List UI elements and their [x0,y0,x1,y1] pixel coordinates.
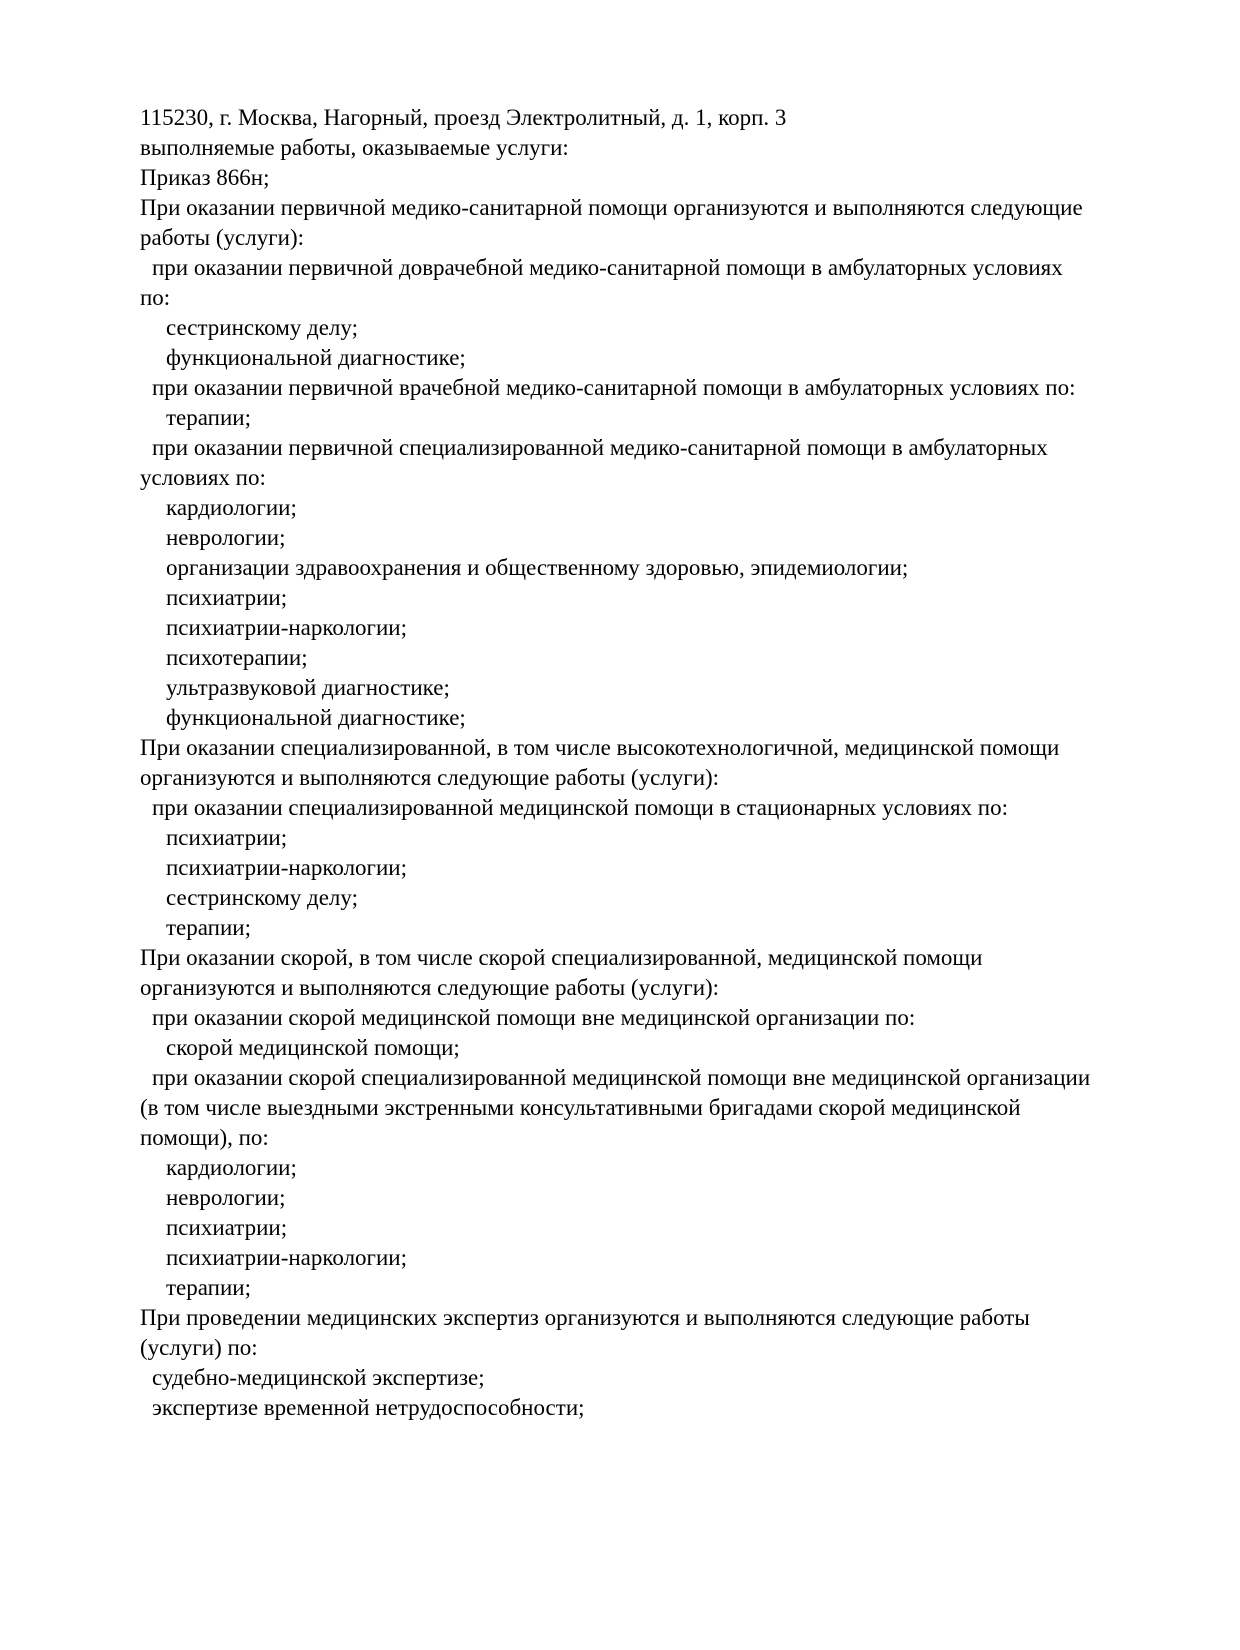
doc-line: При оказании скорой, в том числе скорой специализированной, медицинской помощи [140,945,983,970]
doc-line: при оказании специализированной медицинской помощи в стационарных условиях по: [152,795,1008,820]
doc-line: сестринскому делу; [166,885,358,910]
doc-line: ультразвуковой диагностике; [166,675,450,700]
doc-line: При оказании специализированной, в том числе высокотехнологичной, медицинской помощи [140,735,1060,760]
doc-line: при оказании первичной врачебной медико-санитарной помощи в амбулаторных условиях по: [152,375,1076,400]
doc-line: неврологии; [166,1185,286,1210]
doc-line: 115230, г. Москва, Нагорный, проезд Электролитный, д. 1, корп. 3 [140,105,787,130]
doc-line: при оказании первичной доврачебной медико-санитарной помощи в амбулаторных условиях [152,255,1063,280]
doc-line: экспертизе временной нетрудоспособности; [152,1395,585,1420]
doc-line: сестринскому делу; [166,315,358,340]
doc-line: функциональной диагностике; [166,345,466,370]
doc-line: кардиологии; [166,1155,297,1180]
doc-line: психиатрии; [166,1215,288,1240]
doc-line: психиатрии-наркологии; [166,855,407,880]
doc-line: работы (услуги): [140,225,304,250]
doc-line: терапии; [166,1275,251,1300]
doc-line: условиях по: [140,465,266,490]
doc-line: организуются и выполняются следующие работы (услуги): [140,765,720,790]
doc-line: психиатрии-наркологии; [166,615,407,640]
doc-line: судебно-медицинской экспертизе; [152,1365,485,1390]
doc-line: скорой медицинской помощи; [166,1035,460,1060]
doc-line: организации здравоохранения и общественному здоровью, эпидемиологии; [166,555,909,580]
doc-line: психиатрии-наркологии; [166,1245,407,1270]
doc-line: терапии; [166,405,251,430]
doc-line: кардиологии; [166,495,297,520]
doc-line: психиатрии; [166,825,288,850]
doc-line: организуются и выполняются следующие работы (услуги): [140,975,720,1000]
doc-line: при оказании скорой медицинской помощи вне медицинской организации по: [152,1005,916,1030]
doc-line: помощи), по: [140,1125,269,1150]
doc-line: функциональной диагностике; [166,705,466,730]
doc-line: психотерапии; [166,645,308,670]
doc-line: Приказ 866н; [140,165,270,190]
doc-line: при оказании первичной специализированной медико-санитарной помощи в амбулаторных [152,435,1048,460]
doc-line: (услуги) по: [140,1335,258,1360]
doc-line: психиатрии; [166,585,288,610]
doc-line: по: [140,285,171,310]
doc-line: терапии; [166,915,251,940]
doc-line: При оказании первичной медико-санитарной помощи организуются и выполняются следующие [140,195,1083,220]
doc-line: выполняемые работы, оказываемые услуги: [140,135,569,160]
doc-line: (в том числе выездными экстренными консультативными бригадами скорой медицинской [140,1095,1021,1120]
doc-line: неврологии; [166,525,286,550]
doc-line: При проведении медицинских экспертиз организуются и выполняются следующие работы [140,1305,1030,1330]
license-works-text-block [140,103,1170,1423]
doc-line: при оказании скорой специализированной медицинской помощи вне медицинской организации [152,1065,1091,1090]
